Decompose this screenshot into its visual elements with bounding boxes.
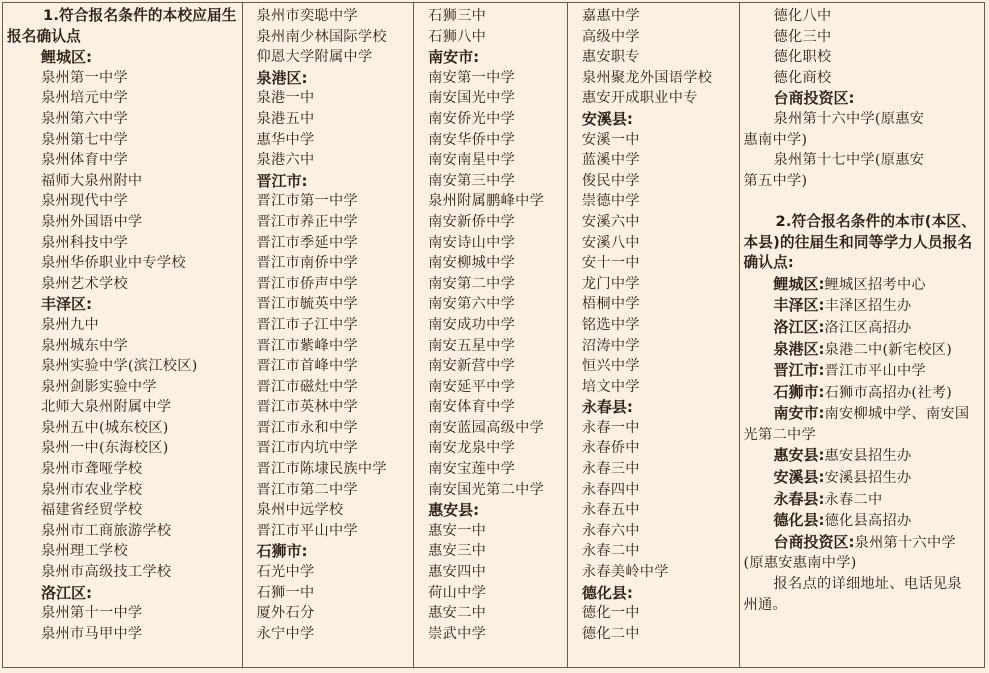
school-item: 南安蓝园高级中学 [428, 419, 545, 436]
school-item: 厦外石分 [256, 605, 315, 622]
registration-place: 泉州第十六中学(原惠安惠南中学) [743, 534, 956, 572]
school-item: 石光中学 [256, 564, 315, 581]
school-item: 晋江市毓英中学 [256, 296, 358, 313]
registration-place: 德化县高招办 [824, 513, 912, 530]
school-item: 安溪一中 [581, 131, 640, 148]
school-item: 泉州体育中学 [41, 152, 128, 169]
registration-entry [744, 360, 977, 382]
school-item: 泉州九中 [41, 316, 99, 333]
district-label: 台商投资区: [773, 532, 855, 551]
district-label: 南安市: [428, 48, 480, 67]
school-item: 沼涛中学 [581, 337, 640, 354]
district-label: 丰泽区: [773, 296, 825, 315]
column-4-list [572, 6, 735, 644]
school-item: 南安新侨中学 [428, 213, 516, 230]
school-item: 泉州市工商旅游学校 [41, 522, 172, 539]
registration-entry [744, 532, 977, 574]
school-item: 泉港一中 [256, 90, 315, 107]
district-label: 石狮市: [773, 382, 825, 401]
school-item: 蓝溪中学 [581, 152, 640, 169]
school-item: 泉州中远学校 [256, 502, 344, 519]
school-item: 培文中学 [581, 378, 640, 395]
school-item: 南安第六中学 [428, 296, 516, 313]
school-item: 安十一中 [581, 255, 640, 272]
district-label: 泉港区: [773, 339, 825, 358]
school-item: 南安侨光中学 [428, 110, 516, 127]
school-item: 南安新营中学 [428, 358, 516, 375]
district-label: 安溪县: [773, 468, 825, 487]
school-item: 惠安开成职业中专 [581, 90, 698, 107]
registration-entry [744, 295, 977, 317]
school-item: 泉州第一中学 [41, 69, 128, 86]
section-gap [744, 191, 977, 212]
school-item: 惠安一中 [428, 522, 487, 539]
registration-place: 惠安县招生办 [824, 448, 912, 465]
school-item: 德化一中 [581, 605, 640, 622]
school-item: 铭选中学 [581, 316, 640, 333]
registration-entry [744, 317, 977, 339]
school-item: 泉州市聋哑学校 [41, 461, 143, 478]
column-5-list [744, 6, 977, 109]
section2-title: 2.符合报名条件的本市(本区、本县)的往届生和同等学力人员报名确认点: [743, 212, 976, 272]
school-item: 仰恩大学附属中学 [256, 49, 373, 66]
school-item: 德化三中 [773, 28, 832, 45]
section2-entries [744, 274, 977, 574]
school-item: 泉州聚龙外国语学校 [581, 69, 713, 86]
district-label: 德化县: [581, 583, 633, 602]
district-label: 鲤城区: [41, 48, 92, 67]
registration-entry [744, 403, 977, 445]
school-item: 南安南星中学 [428, 152, 516, 169]
column-1 [3, 3, 243, 667]
district-label: 南安市: [773, 404, 825, 423]
school-item: 德化职校 [773, 49, 832, 66]
school-item: 南安成功中学 [428, 316, 516, 333]
registration-entry [744, 489, 977, 511]
school-item: 梧桐中学 [581, 296, 640, 313]
registration-place: 南安柳城中学、南安国光第二中学 [743, 406, 970, 443]
school-item: 龙门中学 [581, 275, 640, 292]
school-item: 俊民中学 [581, 172, 640, 189]
school-item: 南安第一中学 [428, 69, 516, 86]
school-item: 永春五中 [581, 502, 640, 519]
school-item: 福建省经贸学校 [41, 502, 143, 519]
school-item: 德化商校 [773, 69, 832, 86]
school-item: 泉州一中(东海校区) [41, 440, 169, 457]
registration-place: 丰泽区招生办 [824, 298, 912, 315]
school-item: 安溪八中 [581, 234, 640, 251]
school-item: 南安诗山中学 [428, 234, 516, 251]
school-item: 泉州南少林国际学校 [256, 28, 387, 45]
school-item: 惠安二中 [428, 605, 487, 622]
school-item: 泉州外国语中学 [41, 213, 143, 230]
school-item: 石狮八中 [428, 28, 487, 45]
school-item: 永宁中学 [256, 625, 315, 642]
registration-entry [744, 467, 977, 489]
school-item: 泉州艺术学校 [41, 275, 128, 292]
school-item: 永春六中 [581, 522, 640, 539]
school-item: 高级中学 [581, 28, 640, 45]
district-label: 晋江市: [256, 171, 308, 190]
school-item: 惠安四中 [428, 564, 487, 581]
school-item: 南安柳城中学 [428, 255, 516, 272]
school-item: 惠安职专 [581, 49, 640, 66]
registration-place: 安溪县招生办 [824, 470, 912, 487]
district-label: 泉港区: [256, 68, 308, 87]
school-item: 南安第三中学 [428, 172, 516, 189]
school-item: 晋江市侨声中学 [256, 275, 358, 292]
school-item: 泉州市奕聪中学 [256, 8, 358, 24]
school-item: 安溪六中 [581, 213, 640, 230]
school-item: 泉州附属鹏峰中学 [428, 193, 545, 210]
registration-place: 鲤城区招考中心 [824, 276, 926, 293]
school-item: 泉州现代中学 [41, 193, 128, 210]
school-item: 石狮三中 [428, 8, 487, 24]
school-item: 泉州实验中学(滨江校区) [41, 358, 198, 375]
school-item: 晋江市季延中学 [256, 234, 358, 251]
district-label: 丰泽区: [41, 295, 92, 314]
school-item: 晋江市平山中学 [256, 522, 358, 539]
section2-note: 报名点的详细地址、电话见泉州通。 [743, 576, 962, 613]
school-item: 晋江市第二中学 [256, 481, 358, 498]
school-item: 嘉惠中学 [581, 8, 640, 24]
registration-entry [744, 382, 977, 404]
school-item: 晋江市子江中学 [256, 316, 358, 333]
school-item: 南安五星中学 [428, 337, 516, 354]
district-label: 惠安县: [773, 446, 825, 465]
school-item: 石狮一中 [256, 584, 315, 601]
registration-place: 晋江市平山中学 [824, 363, 926, 380]
school-item: 泉州培元中学 [41, 90, 128, 107]
school-item: 晋江市英林中学 [256, 399, 358, 416]
school-item: 泉州第七中学 [41, 131, 128, 148]
school-item: 福师大泉州附中 [41, 172, 143, 189]
school-item: 泉州城东中学 [41, 337, 128, 354]
school-item: 惠华中学 [256, 131, 315, 148]
school-item: 晋江市永和中学 [256, 419, 358, 436]
school-item: 晋江市磁灶中学 [256, 378, 358, 395]
school-item: 泉州市马甲中学 [41, 625, 143, 642]
section1-title [7, 6, 238, 47]
school-item: 泉州第十六中学(原惠安 [773, 110, 925, 127]
column-4 [568, 3, 740, 667]
school-item: 泉州华侨职业中专学校 [41, 255, 186, 272]
district-label: 晋江市: [773, 361, 825, 380]
school-item: 南安龙泉中学 [428, 440, 516, 457]
registration-entry [744, 445, 977, 467]
column-3-list [418, 6, 563, 644]
school-item: 晋江市紫峰中学 [256, 337, 358, 354]
school-item: 永春三中 [581, 461, 640, 478]
school-item: 南安延平中学 [428, 378, 516, 395]
district-label: 台商投资区: [773, 89, 855, 108]
school-item: 荷山中学 [428, 584, 487, 601]
school-item: 晋江市陈埭民族中学 [256, 461, 387, 478]
school-item: 南安第二中学 [428, 275, 516, 292]
school-item: 德化二中 [581, 625, 640, 642]
column-2-list [247, 6, 410, 644]
column-5-wrapped-list [744, 109, 977, 191]
district-label: 德化县: [773, 511, 825, 530]
school-item: 泉州市高级技工学校 [41, 564, 172, 581]
district-label: 永春县: [773, 489, 825, 508]
registration-entry [744, 339, 977, 361]
section1-title-text: 1.符合报名条件的本校应届生报名确认点 [7, 7, 237, 45]
district-label: 永春县: [581, 398, 633, 417]
school-item: 泉州市农业学校 [41, 481, 143, 498]
school-item: 泉州理工学校 [41, 543, 128, 560]
school-item: 泉州剑影实验中学 [41, 378, 157, 395]
registration-place: 石狮市高招办(社考) [824, 384, 953, 401]
registration-place: 永春二中 [824, 491, 883, 508]
school-item: 晋江市养正中学 [256, 213, 358, 230]
school-item: 惠安三中 [428, 543, 487, 560]
school-item: 永春一中 [581, 419, 640, 436]
column-3 [414, 3, 568, 667]
district-label: 洛江区: [41, 583, 92, 602]
school-item: 晋江市南侨中学 [256, 255, 358, 272]
school-item: 泉港五中 [256, 110, 315, 127]
column-2 [243, 3, 415, 667]
school-item: 北师大泉州附属中学 [41, 399, 172, 416]
school-item: 晋江市首峰中学 [256, 358, 358, 375]
school-item: 崇德中学 [581, 193, 640, 210]
school-item: 南安国光中学 [428, 90, 516, 107]
school-item: 泉州科技中学 [41, 234, 128, 251]
school-item: 南安华侨中学 [428, 131, 516, 148]
district-label: 安溪县: [581, 109, 633, 128]
school-item: 晋江市内坑中学 [256, 440, 358, 457]
registration-place: 洛江区高招办 [824, 319, 912, 336]
registration-entry [744, 510, 977, 532]
registration-entry [744, 274, 977, 296]
school-item: 南安宝莲中学 [428, 461, 516, 478]
column-5 [740, 3, 985, 667]
school-item-continuation: 惠南中学) [743, 131, 808, 148]
school-item: 南安体育中学 [428, 399, 516, 416]
schools-table [2, 2, 985, 668]
district-label: 鲤城区: [773, 274, 825, 293]
school-item: 泉港六中 [256, 152, 315, 169]
school-item: 泉州第六中学 [41, 110, 128, 127]
school-item: 永春美岭中学 [581, 564, 669, 581]
school-item: 泉州第十七中学(原惠安 [773, 152, 925, 169]
school-item: 恒兴中学 [581, 358, 640, 375]
school-item: 德化八中 [773, 8, 832, 24]
school-item: 泉州第十一中学 [41, 605, 143, 622]
school-item: 晋江市第一中学 [256, 193, 358, 210]
school-item: 永春二中 [581, 543, 640, 560]
district-label: 石狮市: [256, 542, 308, 561]
school-item-continuation: 第五中学) [743, 172, 808, 189]
school-item: 永春侨中 [581, 440, 640, 457]
school-item: 泉州五中(城东校区) [41, 419, 169, 436]
district-label: 惠安县: [428, 501, 480, 520]
school-item: 崇武中学 [428, 625, 487, 642]
registration-place: 泉港二中(新宅校区) [824, 341, 953, 358]
column-1-list [7, 47, 238, 644]
district-label: 洛江区: [773, 317, 825, 336]
school-item: 南安国光第二中学 [428, 481, 545, 498]
school-item: 永春四中 [581, 481, 640, 498]
